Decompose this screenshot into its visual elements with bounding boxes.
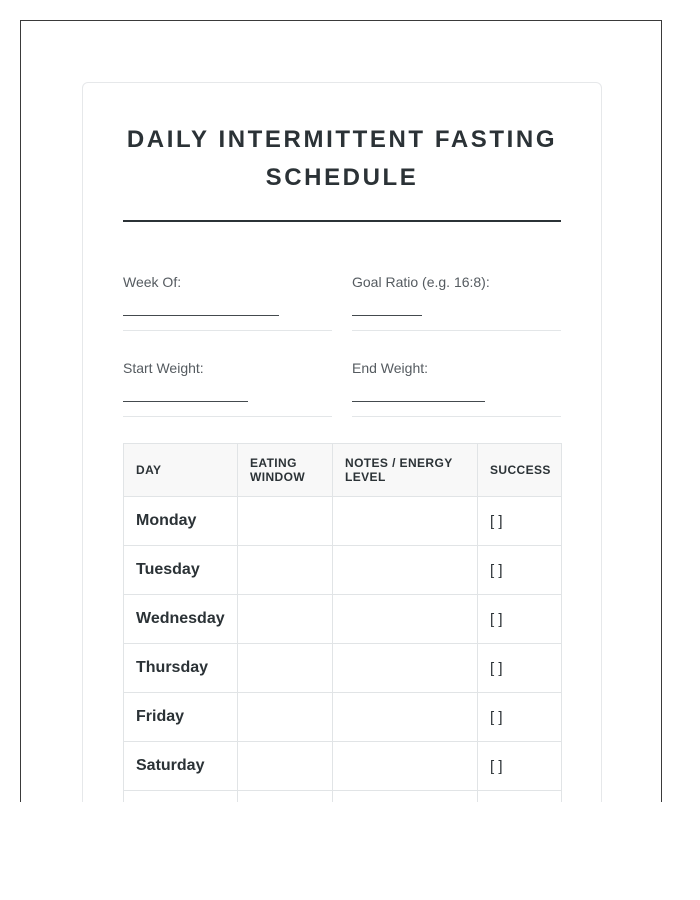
success-checkbox[interactable]: [ ]: [478, 693, 562, 742]
success-checkbox[interactable]: [ ]: [478, 742, 562, 791]
week-of-field[interactable]: [123, 274, 332, 331]
day-cell: Friday: [124, 693, 238, 742]
header-day: DAY: [124, 444, 238, 497]
table-row: [124, 742, 562, 791]
header-eating-window: EATING WINDOW: [238, 444, 333, 497]
end-weight-blank-line: [352, 401, 485, 402]
end-weight-label: End Weight:: [352, 360, 429, 376]
success-checkbox[interactable]: [ ]: [478, 595, 562, 644]
eating-window-cell[interactable]: [238, 742, 333, 791]
notes-cell[interactable]: [333, 595, 478, 644]
notes-cell[interactable]: [333, 644, 478, 693]
eating-window-cell[interactable]: [238, 497, 333, 546]
eating-window-cell[interactable]: [238, 693, 333, 742]
table-row: [124, 791, 562, 803]
success-cell-partial[interactable]: [478, 791, 562, 803]
success-checkbox[interactable]: [ ]: [478, 546, 562, 595]
day-cell: Saturday: [124, 742, 238, 791]
table-row: [124, 595, 562, 644]
table-row: [124, 497, 562, 546]
notes-cell[interactable]: [333, 742, 478, 791]
eating-window-cell[interactable]: [238, 644, 333, 693]
notes-cell[interactable]: [333, 546, 478, 595]
day-cell: Tuesday: [124, 546, 238, 595]
table-row: [124, 644, 562, 693]
start-weight-label: Start Weight:: [123, 360, 204, 376]
success-checkbox[interactable]: [ ]: [478, 644, 562, 693]
eating-window-cell[interactable]: [238, 595, 333, 644]
header-notes-energy: NOTES / ENERGY LEVEL: [333, 444, 478, 497]
schedule-table: [123, 443, 562, 802]
end-weight-field[interactable]: [352, 360, 561, 417]
goal-ratio-field[interactable]: [352, 274, 561, 331]
table-row: [124, 546, 562, 595]
page-title: DAILY INTERMITTENT FASTING SCHEDULE: [126, 126, 558, 191]
week-of-blank-line: [123, 315, 279, 316]
table-header-row: [124, 444, 562, 497]
eating-window-cell[interactable]: [238, 546, 333, 595]
day-cell: Thursday: [124, 644, 238, 693]
goal-ratio-label: Goal Ratio (e.g. 16:8):: [352, 274, 490, 290]
header-success: SUCCESS: [478, 444, 562, 497]
start-weight-field[interactable]: [123, 360, 332, 417]
document-viewport: [20, 20, 662, 802]
notes-cell[interactable]: [333, 693, 478, 742]
eating-window-cell-partial[interactable]: [238, 791, 333, 803]
success-checkbox[interactable]: [ ]: [478, 497, 562, 546]
title-divider: [123, 220, 561, 222]
goal-ratio-blank-line: [352, 315, 422, 316]
day-cell: Wednesday: [124, 595, 238, 644]
notes-cell-partial[interactable]: [333, 791, 478, 803]
start-weight-blank-line: [123, 401, 248, 402]
notes-cell[interactable]: [333, 497, 478, 546]
schedule-card: [82, 82, 602, 802]
table-row: [124, 693, 562, 742]
day-cell: Monday: [124, 497, 238, 546]
week-of-label: Week Of:: [123, 274, 182, 290]
day-cell-partial: [124, 791, 238, 803]
